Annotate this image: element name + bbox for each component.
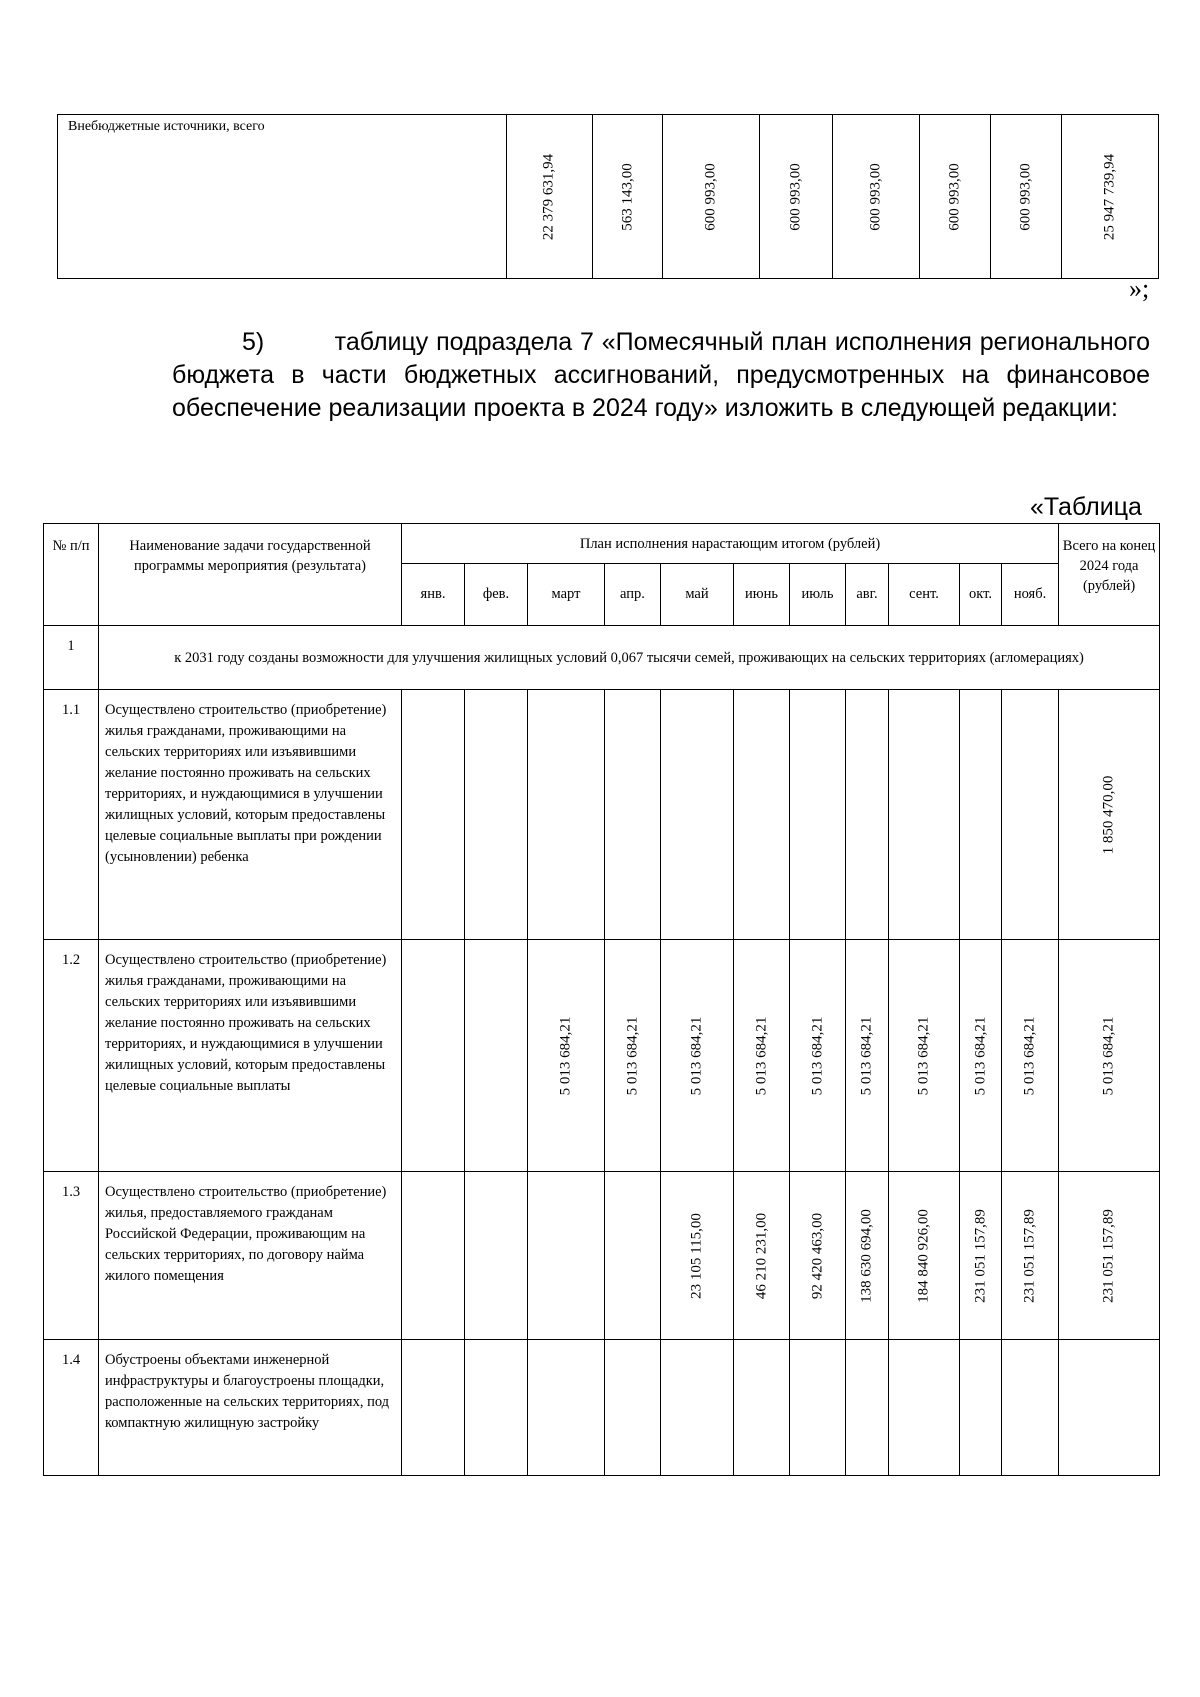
header-row-1	[44, 524, 1160, 564]
month-value-cell	[734, 690, 790, 940]
month-value-cell	[1002, 1340, 1059, 1476]
month-value-cell	[661, 1172, 734, 1340]
month-value-cell	[402, 690, 465, 940]
month-value-cell	[790, 1340, 846, 1476]
month-value: 5 013 684,21	[1021, 1016, 1038, 1095]
extrabudget-value: 600 993,00	[787, 162, 804, 231]
month-jul: июль	[790, 564, 846, 626]
header-num: № п/п	[44, 524, 99, 626]
month-value-cell	[846, 690, 889, 940]
month-value: 138 630 694,00	[858, 1208, 875, 1303]
row-task-name: Осуществлено строительство (приобретение) жилья, предоставляемого гражданам Российской Федерации, проживающим на сельских территориях, по договору найма жилого помещения	[99, 1172, 402, 1340]
row-task-name: Осуществлено строительство (приобретение) жилья гражданами, проживающими на сельских территориях или изъявившими желание постоянно проживать на сельских территориях, и нуждающимися в улучшении жилищных условий, которым предоставлены целевые социальные выплаты	[99, 940, 402, 1172]
month-value: 5 013 684,21	[753, 1016, 769, 1095]
month-value-cell	[402, 940, 465, 1172]
closing-quote-mark: »;	[1129, 274, 1150, 303]
extrabudget-value-cell	[592, 115, 663, 279]
month-value-cell	[734, 940, 790, 1172]
extrabudget-total: 25 947 739,94	[1101, 153, 1118, 240]
month-sep: сент.	[889, 564, 960, 626]
month-value-cell	[889, 1340, 960, 1476]
month-value-cell	[465, 1172, 528, 1340]
extrabudget-value: 600 993,00	[1017, 162, 1034, 231]
month-value-cell	[528, 1172, 605, 1340]
month-value: 5 013 684,21	[858, 1016, 875, 1095]
extrabudget-table	[57, 114, 1159, 279]
month-value-cell	[790, 940, 846, 1172]
goal-num: 1	[44, 626, 99, 690]
month-value-cell	[605, 1172, 661, 1340]
row-total: 5 013 684,21	[1100, 1016, 1117, 1095]
month-value-cell	[528, 940, 605, 1172]
month-value-cell	[889, 1172, 960, 1340]
month-value: 5 013 684,21	[915, 1016, 932, 1095]
month-value-cell	[465, 1340, 528, 1476]
extrabudget-value-cell	[991, 115, 1062, 279]
row-total: 1 850 470,00	[1100, 775, 1117, 854]
month-value-cell	[960, 1172, 1002, 1340]
row-total-cell	[1059, 1340, 1160, 1476]
paragraph-number: 5)	[242, 328, 265, 356]
month-value-cell	[528, 690, 605, 940]
extrabudget-value: 600 993,00	[946, 162, 963, 231]
month-nov: нояб.	[1002, 564, 1059, 626]
extrabudget-value-cell	[833, 115, 919, 279]
month-value-cell	[1002, 1172, 1059, 1340]
month-value-cell	[661, 940, 734, 1172]
month-mar: март	[528, 564, 605, 626]
month-value-cell	[790, 690, 846, 940]
row-task-name: Осуществлено строительство (приобретение) жилья гражданами, проживающими на сельских территориях или изъявившими желание постоянно проживать на сельских территориях, и нуждающимися в улучшении жилищных условий, которым предоставлены целевые социальные выплаты при рождении (усыновлении) ребенка	[99, 690, 402, 940]
month-aug: авг.	[846, 564, 889, 626]
extrabudget-row	[58, 115, 1159, 279]
header-total: Всего на конец 2024 года (рублей)	[1059, 524, 1160, 626]
month-value: 92 420 463,00	[809, 1212, 825, 1299]
month-value: 46 210 231,00	[753, 1212, 769, 1299]
row-num: 1.4	[44, 1340, 99, 1476]
table-row	[44, 940, 1160, 1172]
month-value-cell	[465, 690, 528, 940]
month-apr: апр.	[605, 564, 661, 626]
month-value-cell	[960, 1340, 1002, 1476]
month-value-cell	[960, 940, 1002, 1172]
paragraph-text: таблицу подраздела 7 «Помесячный план исполнения регионального бюджета в части бюджетных ассигнований, предусмотренных на финансовое обеспечение реализации проекта в 2024 году» изложить в следующей редакции:	[172, 328, 1151, 422]
month-value-cell	[889, 690, 960, 940]
extrabudget-value-cell	[760, 115, 833, 279]
month-value-cell	[1002, 940, 1059, 1172]
extrabudget-total-cell	[1061, 115, 1158, 279]
row-num: 1.3	[44, 1172, 99, 1340]
month-value: 5 013 684,21	[688, 1016, 705, 1095]
goal-row	[44, 626, 1160, 690]
month-value-cell	[402, 1172, 465, 1340]
month-value-cell	[465, 940, 528, 1172]
extrabudget-value-cell	[663, 115, 760, 279]
month-value-cell	[846, 1172, 889, 1340]
month-value: 5 013 684,21	[624, 1016, 640, 1095]
month-value-cell	[605, 690, 661, 940]
row-num: 1.1	[44, 690, 99, 940]
month-value: 231 051 157,89	[972, 1208, 988, 1303]
month-value: 184 840 926,00	[915, 1208, 932, 1303]
month-value-cell	[846, 940, 889, 1172]
extrabudget-value: 563 143,00	[619, 162, 635, 231]
extrabudget-label: Внебюджетные источники, всего	[58, 115, 507, 279]
month-value: 5 013 684,21	[809, 1016, 825, 1095]
month-value-cell	[661, 690, 734, 940]
table-row	[44, 1172, 1160, 1340]
month-value-cell	[605, 1340, 661, 1476]
month-value: 23 105 115,00	[688, 1212, 705, 1299]
row-total: 231 051 157,89	[1100, 1208, 1117, 1303]
month-value-cell	[790, 1172, 846, 1340]
month-value-cell	[889, 940, 960, 1172]
month-jan: янв.	[402, 564, 465, 626]
extrabudget-value: 600 993,00	[702, 162, 719, 231]
extrabudget-value-cell	[507, 115, 592, 279]
extrabudget-value: 600 993,00	[867, 162, 884, 231]
row-total-cell	[1059, 1172, 1160, 1340]
month-value-cell	[661, 1340, 734, 1476]
table-row	[44, 690, 1160, 940]
month-oct: окт.	[960, 564, 1002, 626]
month-value-cell	[734, 1172, 790, 1340]
header-plan: План исполнения нарастающим итогом (рублей)	[402, 524, 1059, 564]
month-value-cell	[605, 940, 661, 1172]
month-value-cell	[402, 1340, 465, 1476]
extrabudget-value-cell	[919, 115, 991, 279]
row-num: 1.2	[44, 940, 99, 1172]
month-jun: июнь	[734, 564, 790, 626]
month-value-cell	[734, 1340, 790, 1476]
goal-text: к 2031 году созданы возможности для улучшения жилищных условий 0,067 тысячи семей, проживающих на сельских территориях (агломерациях)	[99, 626, 1160, 690]
month-may: май	[661, 564, 734, 626]
table-caption: «Таблица	[1030, 493, 1142, 521]
month-value-cell	[528, 1340, 605, 1476]
table-row	[44, 1340, 1160, 1476]
header-name: Наименование задачи государственной программы мероприятия (результата)	[99, 524, 402, 626]
month-feb: фев.	[465, 564, 528, 626]
month-value: 5 013 684,21	[972, 1016, 988, 1095]
row-task-name: Обустроены объектами инженерной инфраструктуры и благоустроены площадки, расположенные на сельских территориях, под компактную жилищную застройку	[99, 1340, 402, 1476]
month-value: 5 013 684,21	[557, 1016, 574, 1095]
row-total-cell	[1059, 690, 1160, 940]
row-total-cell	[1059, 940, 1160, 1172]
extrabudget-value: 22 379 631,94	[540, 153, 557, 240]
month-value: 231 051 157,89	[1021, 1208, 1038, 1303]
month-value-cell	[960, 690, 1002, 940]
monthly-plan-table	[43, 523, 1160, 1476]
month-value-cell	[846, 1340, 889, 1476]
month-value-cell	[1002, 690, 1059, 940]
amendment-paragraph	[172, 326, 1150, 425]
